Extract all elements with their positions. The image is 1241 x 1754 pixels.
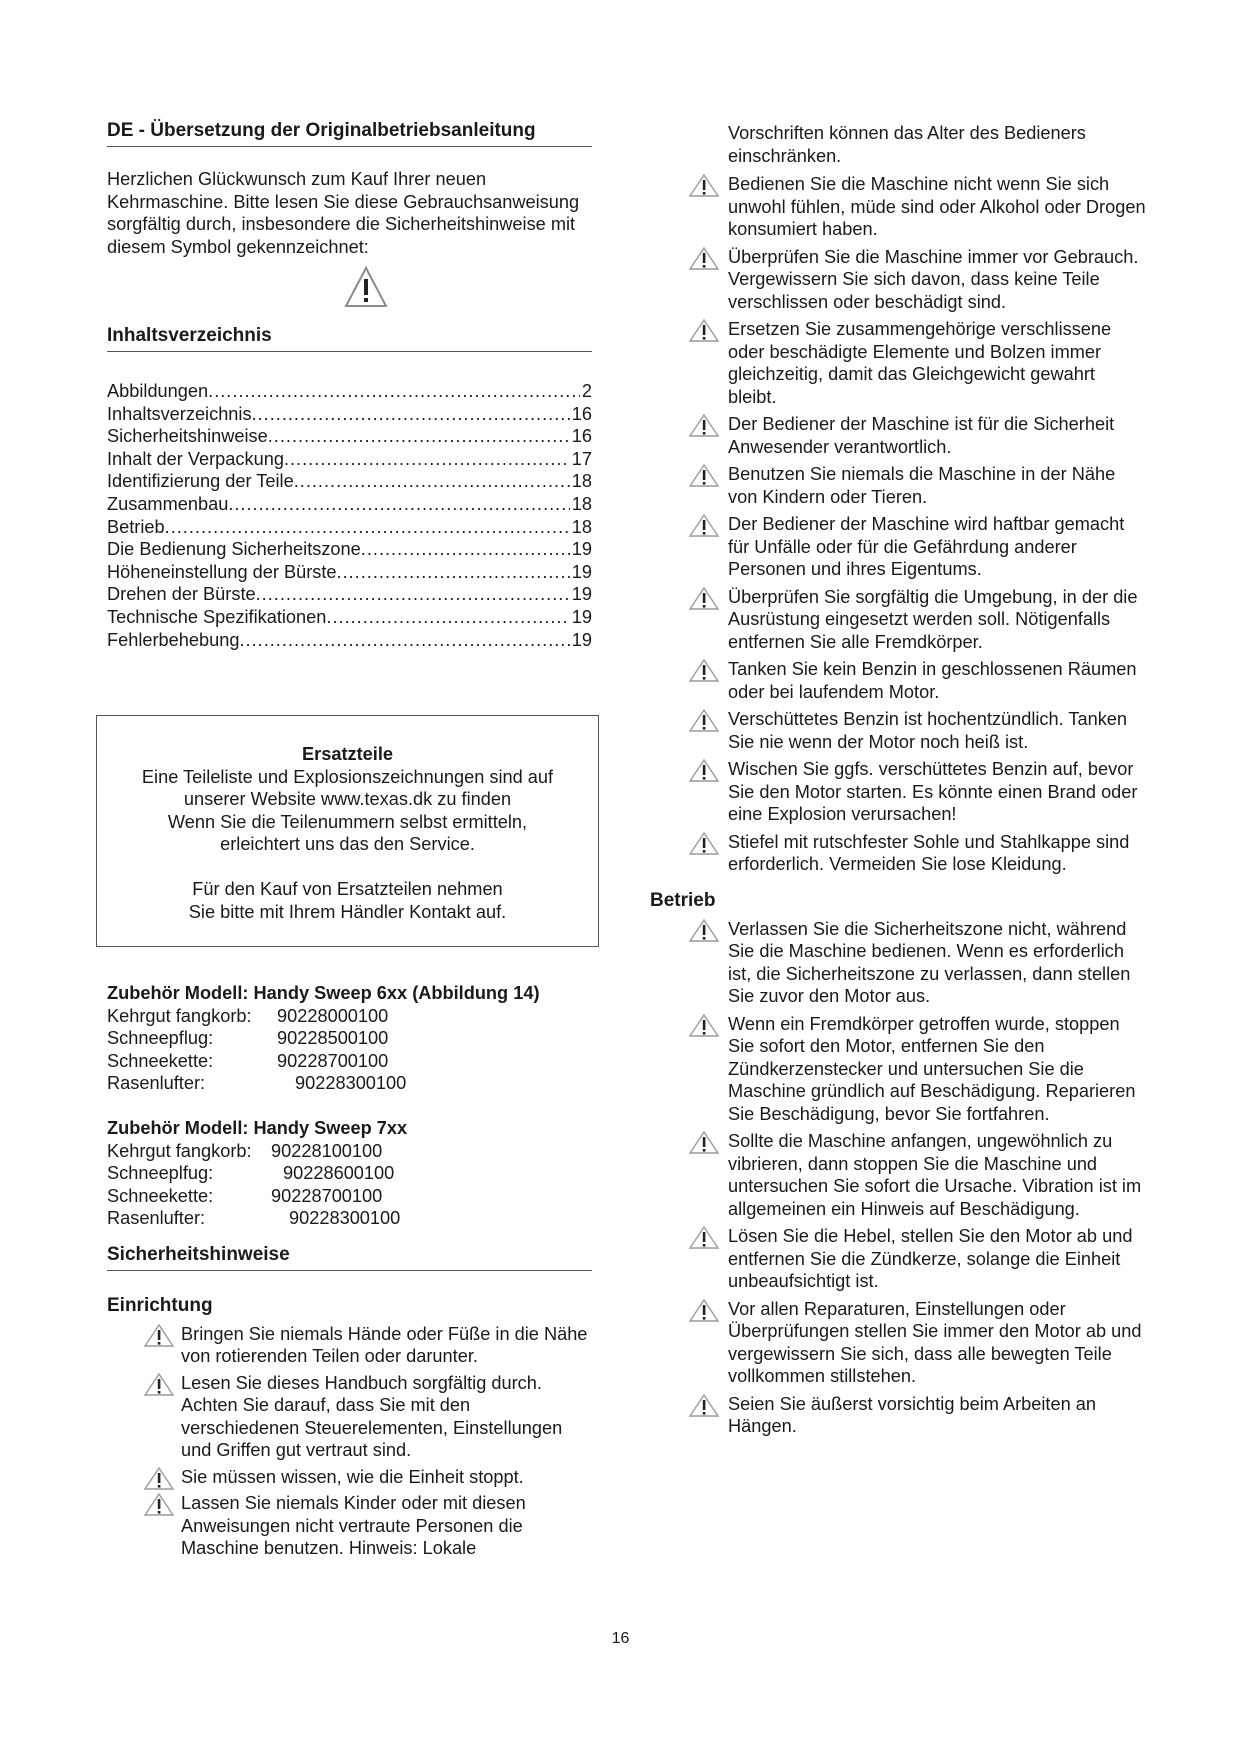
accessory-name: Schneeplfug: xyxy=(107,1163,214,1184)
warning-list xyxy=(688,173,1148,876)
toc-leader xyxy=(208,380,580,403)
warning-text: Bringen Sie niemals Hände oder Füße in die Nähe von rotierenden Teilen oder darunter. xyxy=(181,1323,588,1367)
warning-text: Lösen Sie die Hebel, stellen Sie den Motor ab und entfernen Sie die Zündkerze, solange die Einheit unbeaufsichtigt ist. xyxy=(728,1226,1133,1291)
safety-title: Sicherheitshinweise xyxy=(107,1244,592,1271)
warning-triangle-icon xyxy=(688,1393,720,1424)
accessory-number: 90228300100 xyxy=(295,1073,407,1094)
warning-triangle-icon xyxy=(688,413,720,444)
left-column xyxy=(107,120,592,651)
warning-triangle-icon xyxy=(688,463,720,494)
toc-item-label: Höheneinstellung der Bürste xyxy=(107,561,337,582)
toc-leader xyxy=(337,561,570,584)
warning-item xyxy=(688,173,1148,241)
spare-parts-box xyxy=(96,715,599,947)
warning-item xyxy=(688,246,1148,314)
warning-text: Stiefel mit rutschfester Sohle und Stahlkappe sind erforderlich. Vermeiden Sie lose Kleidung. xyxy=(728,831,1130,874)
toc-item xyxy=(107,629,592,652)
accessories-6xx-table xyxy=(107,1005,406,1095)
warning-text: Verschüttetes Benzin ist hochentzündlich. Tanken Sie nie wenn der Motor noch heiß ist. xyxy=(728,709,1128,752)
toc-item xyxy=(107,606,592,629)
toc-item-label: Drehen der Bürste xyxy=(107,584,256,605)
toc-item-label: Technische Spezifikationen xyxy=(107,606,327,627)
toc-leader xyxy=(165,516,570,539)
table-row xyxy=(107,1207,400,1230)
table-row xyxy=(107,1162,400,1185)
warning-triangle-icon xyxy=(688,318,720,349)
toc-item-label: Zusammenbau xyxy=(107,493,229,514)
table-row xyxy=(107,1072,406,1095)
accessory-name: Rasenlufter: xyxy=(107,1208,206,1229)
accessory-name: Schneekette: xyxy=(107,1050,214,1071)
toc-item-page: 19 xyxy=(571,606,592,627)
operation-warning-list xyxy=(688,918,1148,1438)
warning-text: Überprüfen Sie die Maschine immer vor Gebrauch. Vergewissern Sie sich davon, dass keine Teile verschlissen oder beschädigt sind. xyxy=(728,246,1139,312)
accessory-name: Rasenlufter: xyxy=(107,1073,206,1094)
warning-item xyxy=(107,1323,592,1368)
page-title: DE - Übersetzung der Originalbetriebsanleitung xyxy=(107,120,592,147)
toc-leader xyxy=(294,470,570,493)
continued-text: Vorschriften können das Alter des Bedieners einschränken. xyxy=(728,123,1086,166)
warning-triangle-icon xyxy=(688,658,720,689)
toc-item-page: 19 xyxy=(571,584,592,605)
toc-leader xyxy=(256,583,570,606)
left-lower-column xyxy=(107,982,592,1564)
warning-triangle-icon xyxy=(688,1013,720,1044)
warning-item xyxy=(688,463,1148,508)
accessory-number: 90228000100 xyxy=(277,1005,389,1026)
toc-item xyxy=(107,493,592,516)
accessories-7xx-title: Zubehör Modell: Handy Sweep 7xx xyxy=(107,1117,408,1138)
warning-item xyxy=(688,1393,1148,1438)
accessory-number: 90228100100 xyxy=(271,1140,383,1161)
accessory-number: 90228500100 xyxy=(277,1028,389,1049)
warning-text: Der Bediener der Maschine ist für die Sicherheit Anwesender verantwortlich. xyxy=(728,414,1115,457)
warning-text: Überprüfen Sie sorgfältig die Umgebung, in der die Ausrüstung eingesetzt werden soll. Nötigenfalls entfernen Sie alle Fremdkörper. xyxy=(728,586,1138,652)
toc-item-page: 2 xyxy=(581,381,592,401)
warning-triangle-icon xyxy=(143,1323,175,1354)
toc-title: Inhaltsverzeichnis xyxy=(107,325,592,352)
operation-title: Betrieb xyxy=(650,889,716,911)
warning-text: Sollte die Maschine anfangen, ungewöhnlich zu vibrieren, dann stoppen Sie die Maschine und untersuchen Sie sofort die Ursache. Vibration ist im allgemeinen ein Hinweis auf Beschädigung. xyxy=(728,1131,1142,1219)
warning-text: Ersetzen Sie zusammengehörige verschlissene oder beschädigte Elemente und Bolzen immer gleichzeitig, damit das Gleichgewicht gewahrt bleibt. xyxy=(728,319,1112,407)
warning-item xyxy=(688,658,1148,703)
warning-triangle-icon xyxy=(688,246,720,277)
toc-item xyxy=(107,403,592,426)
warning-item xyxy=(688,318,1148,408)
warning-item xyxy=(688,758,1148,826)
table-row xyxy=(107,1050,406,1073)
spare-parts-line: Für den Kauf von Ersatzteilen nehmen xyxy=(192,878,503,899)
warning-text: Tanken Sie kein Benzin in geschlossenen Räumen oder bei laufendem Motor. xyxy=(728,659,1137,702)
accessory-name: Schneekette: xyxy=(107,1185,214,1206)
toc-item-page: 16 xyxy=(571,426,592,447)
table-row xyxy=(107,1027,406,1050)
warning-triangle-icon xyxy=(688,1298,720,1329)
intro-text: Herzlichen Glückwunsch zum Kauf Ihrer neuen Kehrmaschine. Bitte lesen Sie diese Gebrauchsanweisung sorgfältig durch, insbesondere die Sicherheitshinweise mit diesem Symbol gekennzeichnet: xyxy=(107,169,580,257)
toc-item-label: Die Bedienung Sicherheitszone xyxy=(107,539,361,560)
spare-parts-line: Sie bitte mit Ihrem Händler Kontakt auf. xyxy=(188,901,507,922)
toc-item-label: Abbildungen xyxy=(107,381,209,401)
warning-triangle-icon xyxy=(688,173,720,204)
warning-triangle-icon xyxy=(688,513,720,544)
toc-item xyxy=(107,470,592,493)
warning-text: Der Bediener der Maschine wird haftbar gemacht für Unfälle oder für die Gefährdung anderer Personen und ihres Eigentums. xyxy=(728,514,1125,579)
warning-triangle-icon xyxy=(143,1492,175,1523)
warning-text: Lesen Sie dieses Handbuch sorgfältig durch. Achten Sie darauf, dass Sie mit den verschiedenen Steuerelementen, Einstellungen und Griffen gut vertraut sind. xyxy=(181,1372,563,1461)
warning-item xyxy=(688,1130,1148,1220)
accessory-number: 90228700100 xyxy=(277,1050,389,1071)
spare-parts-line: Eine Teileliste und Explosionszeichnungen sind auf xyxy=(141,766,554,787)
toc-leader xyxy=(252,403,570,426)
warning-triangle-icon xyxy=(688,586,720,617)
warning-text: Vor allen Reparaturen, Einstellungen oder Überprüfungen stellen Sie immer den Motor ab und vergewissern Sie sich, dass alle bewegten Teile vollkommen stillstehen. xyxy=(728,1298,1142,1386)
warning-text: Bedienen Sie die Maschine nicht wenn Sie sich unwohl fühlen, müde sind oder Alkohol oder Drogen konsumiert haben. xyxy=(728,174,1146,239)
warning-item xyxy=(107,1372,592,1462)
toc-leader xyxy=(361,538,570,561)
toc-item-page: 19 xyxy=(571,629,592,650)
toc-item-label: Inhaltsverzeichnis xyxy=(107,403,252,424)
warning-triangle-icon xyxy=(688,708,720,739)
toc-leader xyxy=(326,606,569,629)
accessory-number: 90228300100 xyxy=(289,1208,401,1229)
accessory-number: 90228600100 xyxy=(283,1163,395,1184)
toc-item-page: 19 xyxy=(571,561,592,582)
warning-triangle-icon xyxy=(143,1372,175,1403)
warning-item xyxy=(688,1298,1148,1388)
warning-symbol-large xyxy=(107,265,593,317)
page-number: 16 xyxy=(611,1630,630,1647)
warning-item xyxy=(688,831,1148,876)
warning-text: Sie müssen wissen, wie die Einheit stoppt. xyxy=(181,1466,524,1487)
accessories-6xx xyxy=(107,982,592,1230)
toc-item-page: 16 xyxy=(571,403,592,424)
toc-item xyxy=(107,583,592,606)
warning-triangle-icon xyxy=(688,918,720,949)
toc-item xyxy=(107,538,592,561)
accessories-7xx-table xyxy=(107,1140,400,1230)
toc-list xyxy=(107,380,592,651)
toc-leader xyxy=(228,493,569,516)
warning-text: Benutzen Sie niemals die Maschine in der Nähe von Kindern oder Tieren. xyxy=(728,464,1116,507)
table-row xyxy=(107,1005,406,1028)
toc-leader xyxy=(239,629,569,652)
toc-item-page: 19 xyxy=(571,539,592,560)
warning-triangle-icon xyxy=(688,1225,720,1256)
spare-parts-line: unserer Website www.texas.dk zu finden xyxy=(183,789,512,810)
warning-item xyxy=(688,1225,1148,1293)
accessory-name: Kehrgut fangkorb: xyxy=(107,1005,252,1026)
warning-triangle-icon xyxy=(688,831,720,862)
warning-text: Seien Sie äußerst vorsichtig beim Arbeiten an Hängen. xyxy=(728,1393,1096,1436)
toc-item-page: 18 xyxy=(571,493,592,514)
warning-item xyxy=(688,413,1148,458)
warning-item xyxy=(688,1013,1148,1126)
spare-parts-line: erleichtert uns das den Service. xyxy=(220,834,475,855)
accessory-number: 90228700100 xyxy=(271,1185,383,1206)
toc-item-label: Inhalt der Verpackung xyxy=(107,448,284,469)
toc-item xyxy=(107,380,592,403)
toc-item xyxy=(107,425,592,448)
toc-item-page: 17 xyxy=(571,448,592,469)
spare-parts-line: Wenn Sie die Teilenummern selbst ermitteln, xyxy=(167,811,528,832)
warning-text: Verlassen Sie die Sicherheitszone nicht, während Sie die Maschine bedienen. Wenn es erforderlich ist, die Sicherheitszone zu verlassen, dann stellen Sie zuvor den Motor aus. xyxy=(728,918,1131,1006)
warning-text: Lassen Sie niemals Kinder oder mit diesen Anweisungen nicht vertraute Personen die Maschine benutzen. Hinweis: Lokale xyxy=(181,1493,526,1559)
toc-item xyxy=(107,448,592,471)
toc-item-label: Identifizierung der Teile xyxy=(107,471,294,492)
warning-item xyxy=(688,513,1148,581)
warning-item xyxy=(688,586,1148,654)
toc-item xyxy=(107,561,592,584)
table-row xyxy=(107,1185,400,1208)
spare-parts-title: Ersatzteile xyxy=(302,744,393,764)
table-row xyxy=(107,1140,400,1163)
accessories-6xx-title: Zubehör Modell: Handy Sweep 6xx (Abbildung 14) xyxy=(107,983,540,1003)
toc-leader xyxy=(268,425,570,448)
toc-item xyxy=(107,516,592,539)
warning-text: Wischen Sie ggfs. verschüttetes Benzin auf, bevor Sie den Motor starten. Es könnte einen Brand oder eine Explosion verursachen! xyxy=(728,759,1138,824)
warning-text: Wenn ein Fremdkörper getroffen wurde, stoppen Sie sofort den Motor, entfernen Sie den Zündkerzenstecker und untersuchen Sie die Maschine gründlich auf Beschädigung. Reparieren Sie Beschädigung, bevor Sie fortfahren. xyxy=(728,1013,1136,1124)
toc-item-page: 18 xyxy=(571,471,592,492)
accessory-name: Schneepflug: xyxy=(107,1028,214,1049)
setup-title: Einrichtung xyxy=(107,1294,213,1316)
warning-triangle-icon xyxy=(343,265,389,309)
warning-item xyxy=(107,1466,592,1489)
accessory-name: Kehrgut fangkorb: xyxy=(107,1140,252,1161)
toc-item-page: 18 xyxy=(571,516,592,537)
right-column xyxy=(650,120,1148,1443)
setup-warning-list xyxy=(107,1323,592,1560)
toc-leader xyxy=(284,448,570,471)
warning-triangle-icon xyxy=(688,758,720,789)
warning-triangle-icon xyxy=(688,1130,720,1161)
warning-item xyxy=(107,1492,592,1560)
toc-item-label: Sicherheitshinweise xyxy=(107,426,268,447)
toc-item-label: Betrieb xyxy=(107,516,165,537)
warning-item xyxy=(688,918,1148,1008)
toc-item-label: Fehlerbehebung xyxy=(107,629,240,650)
warning-item xyxy=(688,708,1148,753)
